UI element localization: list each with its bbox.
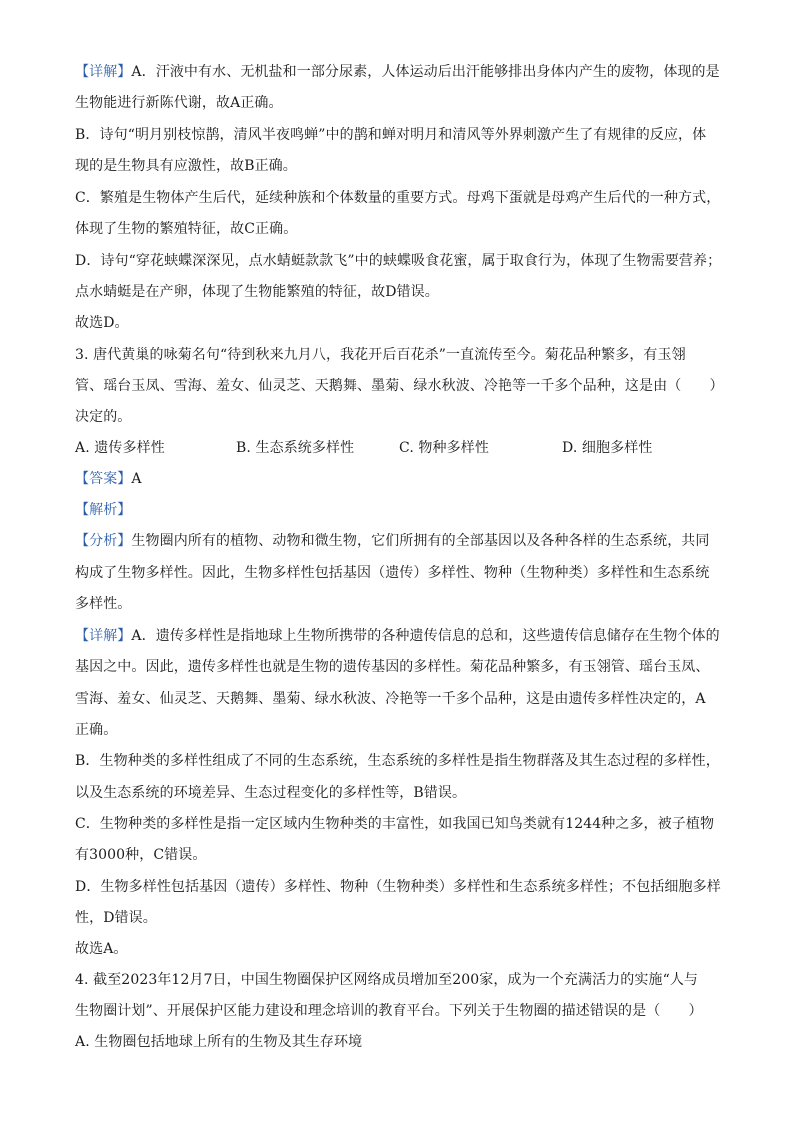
text-line: B．诗句“明月别枝惊鹊，清风半夜鸣蝉”中的鹊和蝉对明月和清风等外界刺激产生了有规律的反应，体 — [75, 127, 707, 143]
text-line: 雪海、羞女、仙灵芝、天鹅舞、墨菊、绿水秋波、冷艳等一千多个品种，这是由遗传多样性决定的，A — [75, 691, 706, 707]
text-line: C．繁殖是生物体产生后代，延续种族和个体数量的重要方式。母鸡下蛋就是母鸡产生后代的一种方式， — [75, 190, 721, 206]
text-line: 点水蜻蜓是在产卵，体现了生物能繁殖的特征，故D错误。 — [75, 284, 439, 300]
answer-line: 【答案】A — [75, 471, 142, 487]
text-line: 正确。 — [75, 722, 118, 738]
text-line: 基因之中。因此，遗传多样性也就是生物的遗传基因的多样性。菊花品种繁多，有玉翎管、瑶台玉凤、 — [75, 659, 710, 675]
text-line: 以及生态系统的环境差异、生态过程变化的多样性等，B错误。 — [75, 785, 467, 801]
text-line: C．生物种类的多样性是指一定区域内生物种类的丰富性，如我国已知鸟类就有1244种之多，被子植物 — [75, 816, 715, 832]
text-line: B．生物种类的多样性组成了不同的生态系统，生态系统的多样性是指生物群落及其生态过程的多样性， — [75, 753, 720, 769]
text-line: 构成了生物多样性。因此，生物多样性包括基因（遗传）多样性、物种（生物种类）多样性和生态系统 — [75, 565, 710, 581]
text-line: 【详解】A．汗液中有水、无机盐和一部分尿素，人体运动后出汗能够排出身体内产生的废物，体现的是 — [75, 64, 720, 80]
option-b: B. 生态系统多样性 — [236, 440, 355, 456]
question-4-stem: 生物圈计划”、开展保护区能力建设和理念培训的教育平台。下列关于生物圈的描述错误的是（ ） — [75, 1003, 703, 1019]
question-4-stem: 4. 截至2023年12月7日，中国生物圈保护区网络成员增加至200家，成为一个充满活力的实施“人与 — [75, 972, 699, 988]
text-line: 多样性。 — [75, 596, 132, 612]
text-line: 生物能进行新陈代谢，故A正确。 — [75, 95, 283, 111]
option-c: C. 物种多样性 — [399, 440, 489, 456]
analysis-heading: 【解析】 — [75, 502, 132, 518]
text-line: 现的是生物具有应激性，故B正确。 — [75, 158, 297, 174]
text-line: 性，D错误。 — [75, 910, 157, 926]
text-line: D．生物多样性包括基因（遗传）多样性、物种（生物种类）多样性和生态系统多样性；不包括细胞多样 — [75, 879, 721, 895]
option-d: D. 细胞多样性 — [562, 440, 653, 456]
text-line: 体现了生物的繁殖特征，故C正确。 — [75, 221, 298, 237]
text-line: 故选D。 — [75, 315, 129, 331]
option-a: A. 生物圈包括地球上所有的生物及其生存环境 — [75, 1034, 363, 1050]
text-line: 【分析】生物圈内所有的植物、动物和微生物，它们所拥有的全部基因以及各种各样的生态系统，共同 — [75, 533, 710, 549]
option-a: A. 遗传多样性 — [75, 440, 165, 456]
text-line: 【详解】A．遗传多样性是指地球上生物所携带的各种遗传信息的总和，这些遗传信息储存在生物个体的 — [75, 628, 720, 644]
question-3-stem: 决定的。 — [75, 409, 132, 425]
question-3-stem: 管、瑶台玉凤、雪海、羞女、仙灵芝、天鹅舞、墨菊、绿水秋波、冷艳等一千多个品种，这是由（ ） — [75, 378, 724, 394]
question-3-options — [75, 438, 715, 458]
question-3-stem: 3. 唐代黄巢的咏菊名句“待到秋来九月八，我花开后百花杀”一直流传至今。菊花品种繁多，有玉翎 — [75, 347, 686, 363]
text-line: 有3000种，C错误。 — [75, 847, 207, 863]
text-line: 故选A。 — [75, 941, 128, 957]
text-line: D．诗句“穿花蛱蝶深深见，点水蜻蜓款款飞”中的蛱蝶吸食花蜜，属于取食行为，体现了生物需要营养； — [75, 253, 722, 269]
